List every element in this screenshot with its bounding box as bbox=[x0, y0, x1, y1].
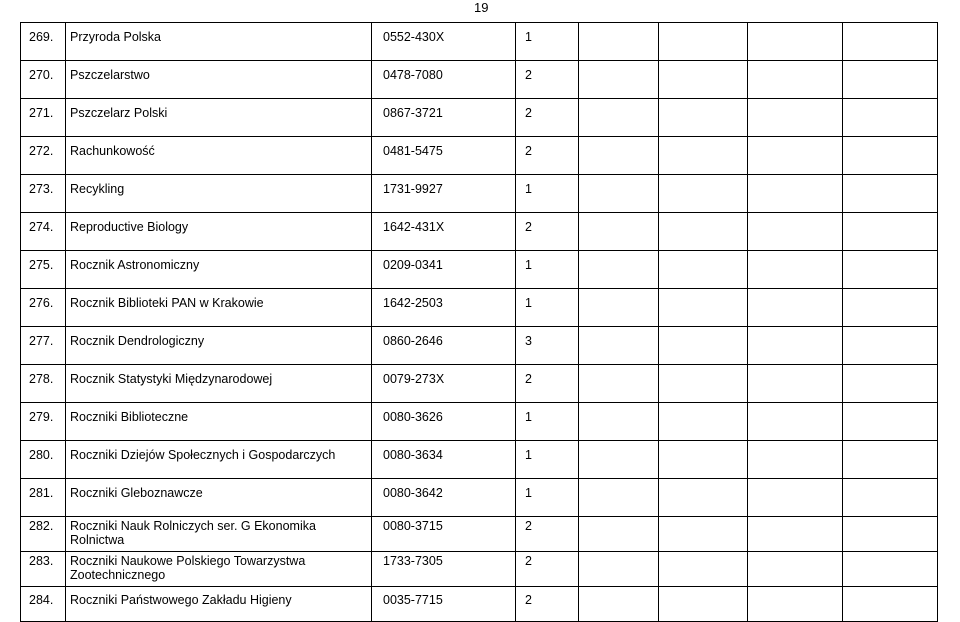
empty-cell bbox=[843, 552, 938, 587]
row-number: 277. bbox=[21, 327, 66, 365]
empty-cell bbox=[659, 403, 748, 441]
empty-cell bbox=[843, 365, 938, 403]
journal-title: Reproductive Biology bbox=[66, 213, 372, 251]
row-number: 269. bbox=[21, 23, 66, 61]
table-row bbox=[21, 327, 938, 365]
empty-cell bbox=[659, 327, 748, 365]
journal-title: Roczniki Gleboznawcze bbox=[66, 479, 372, 517]
row-number: 283. bbox=[21, 552, 66, 587]
row-number: 275. bbox=[21, 251, 66, 289]
empty-cell bbox=[843, 23, 938, 61]
table-row bbox=[21, 479, 938, 517]
journal-title: Przyroda Polska bbox=[66, 23, 372, 61]
issn-code: 1733-7305 bbox=[372, 552, 516, 587]
quantity: 1 bbox=[516, 23, 579, 61]
empty-cell bbox=[579, 251, 659, 289]
empty-cell bbox=[748, 23, 843, 61]
issn-code: 0080-3626 bbox=[372, 403, 516, 441]
empty-cell bbox=[579, 175, 659, 213]
empty-cell bbox=[748, 517, 843, 552]
table-row bbox=[21, 99, 938, 137]
issn-code: 0478-7080 bbox=[372, 61, 516, 99]
empty-cell bbox=[843, 61, 938, 99]
empty-cell bbox=[659, 137, 748, 175]
empty-cell bbox=[748, 479, 843, 517]
quantity: 2 bbox=[516, 61, 579, 99]
quantity: 1 bbox=[516, 251, 579, 289]
empty-cell bbox=[579, 327, 659, 365]
empty-cell bbox=[659, 479, 748, 517]
empty-cell bbox=[748, 327, 843, 365]
journal-title: Roczniki Dziejów Społecznych i Gospodarczych bbox=[66, 441, 372, 479]
table-row bbox=[21, 23, 938, 61]
empty-cell bbox=[748, 587, 843, 622]
journal-title: Rocznik Astronomiczny bbox=[66, 251, 372, 289]
empty-cell bbox=[579, 61, 659, 99]
empty-cell bbox=[659, 441, 748, 479]
empty-cell bbox=[748, 289, 843, 327]
row-number: 271. bbox=[21, 99, 66, 137]
issn-code: 0552-430X bbox=[372, 23, 516, 61]
empty-cell bbox=[748, 552, 843, 587]
empty-cell bbox=[843, 403, 938, 441]
journal-title: Roczniki Państwowego Zakładu Higieny bbox=[66, 587, 372, 622]
journal-title: Roczniki Naukowe Polskiego Towarzystwa Zootechnicznego bbox=[66, 552, 372, 587]
empty-cell bbox=[579, 365, 659, 403]
empty-cell bbox=[843, 99, 938, 137]
empty-cell bbox=[843, 251, 938, 289]
issn-code: 0867-3721 bbox=[372, 99, 516, 137]
empty-cell bbox=[659, 587, 748, 622]
row-number: 281. bbox=[21, 479, 66, 517]
table-row bbox=[21, 517, 938, 552]
journal-title: Rocznik Biblioteki PAN w Krakowie bbox=[66, 289, 372, 327]
quantity: 1 bbox=[516, 479, 579, 517]
journal-title: Recykling bbox=[66, 175, 372, 213]
empty-cell bbox=[843, 327, 938, 365]
journal-table bbox=[20, 22, 938, 622]
journal-title: Rachunkowość bbox=[66, 137, 372, 175]
journal-title: Roczniki Biblioteczne bbox=[66, 403, 372, 441]
table-row bbox=[21, 213, 938, 251]
empty-cell bbox=[579, 517, 659, 552]
journal-title: Roczniki Nauk Rolniczych ser. G Ekonomika Rolnictwa bbox=[66, 517, 372, 552]
empty-cell bbox=[843, 175, 938, 213]
empty-cell bbox=[659, 289, 748, 327]
empty-cell bbox=[659, 251, 748, 289]
quantity: 1 bbox=[516, 289, 579, 327]
empty-cell bbox=[659, 213, 748, 251]
empty-cell bbox=[579, 441, 659, 479]
row-number: 280. bbox=[21, 441, 66, 479]
empty-cell bbox=[843, 517, 938, 552]
quantity: 2 bbox=[516, 137, 579, 175]
journal-title: Rocznik Statystyki Międzynarodowej bbox=[66, 365, 372, 403]
empty-cell bbox=[659, 365, 748, 403]
empty-cell bbox=[579, 552, 659, 587]
empty-cell bbox=[748, 61, 843, 99]
row-number: 274. bbox=[21, 213, 66, 251]
empty-cell bbox=[843, 587, 938, 622]
table-row bbox=[21, 251, 938, 289]
quantity: 2 bbox=[516, 365, 579, 403]
issn-code: 1642-431X bbox=[372, 213, 516, 251]
journal-table-body bbox=[21, 23, 938, 622]
empty-cell bbox=[659, 175, 748, 213]
empty-cell bbox=[579, 479, 659, 517]
table-row bbox=[21, 175, 938, 213]
issn-code: 0209-0341 bbox=[372, 251, 516, 289]
empty-cell bbox=[843, 289, 938, 327]
empty-cell bbox=[748, 441, 843, 479]
empty-cell bbox=[579, 587, 659, 622]
empty-cell bbox=[579, 99, 659, 137]
empty-cell bbox=[579, 289, 659, 327]
table-row bbox=[21, 552, 938, 587]
empty-cell bbox=[748, 213, 843, 251]
issn-code: 0080-3642 bbox=[372, 479, 516, 517]
row-number: 279. bbox=[21, 403, 66, 441]
empty-cell bbox=[748, 175, 843, 213]
row-number: 270. bbox=[21, 61, 66, 99]
empty-cell bbox=[659, 61, 748, 99]
empty-cell bbox=[579, 23, 659, 61]
quantity: 1 bbox=[516, 441, 579, 479]
issn-code: 1731-9927 bbox=[372, 175, 516, 213]
quantity: 2 bbox=[516, 213, 579, 251]
table-row bbox=[21, 289, 938, 327]
row-number: 276. bbox=[21, 289, 66, 327]
row-number: 278. bbox=[21, 365, 66, 403]
issn-code: 0080-3634 bbox=[372, 441, 516, 479]
journal-title: Pszczelarstwo bbox=[66, 61, 372, 99]
row-number: 282. bbox=[21, 517, 66, 552]
quantity: 2 bbox=[516, 552, 579, 587]
empty-cell bbox=[843, 479, 938, 517]
empty-cell bbox=[659, 552, 748, 587]
issn-code: 0079-273X bbox=[372, 365, 516, 403]
empty-cell bbox=[748, 99, 843, 137]
empty-cell bbox=[659, 517, 748, 552]
empty-cell bbox=[579, 213, 659, 251]
quantity: 2 bbox=[516, 517, 579, 552]
table-row bbox=[21, 587, 938, 622]
page-number: 19 bbox=[474, 0, 489, 15]
empty-cell bbox=[659, 23, 748, 61]
empty-cell bbox=[748, 403, 843, 441]
row-number: 272. bbox=[21, 137, 66, 175]
table-row bbox=[21, 365, 938, 403]
empty-cell bbox=[843, 213, 938, 251]
issn-code: 0860-2646 bbox=[372, 327, 516, 365]
journal-title: Rocznik Dendrologiczny bbox=[66, 327, 372, 365]
empty-cell bbox=[579, 403, 659, 441]
empty-cell bbox=[579, 137, 659, 175]
quantity: 1 bbox=[516, 175, 579, 213]
empty-cell bbox=[843, 137, 938, 175]
issn-code: 0080-3715 bbox=[372, 517, 516, 552]
empty-cell bbox=[843, 441, 938, 479]
table-row bbox=[21, 137, 938, 175]
quantity: 2 bbox=[516, 587, 579, 622]
quantity: 3 bbox=[516, 327, 579, 365]
empty-cell bbox=[659, 99, 748, 137]
issn-code: 0035-7715 bbox=[372, 587, 516, 622]
quantity: 2 bbox=[516, 99, 579, 137]
issn-code: 0481-5475 bbox=[372, 137, 516, 175]
row-number: 284. bbox=[21, 587, 66, 622]
issn-code: 1642-2503 bbox=[372, 289, 516, 327]
row-number: 273. bbox=[21, 175, 66, 213]
empty-cell bbox=[748, 251, 843, 289]
empty-cell bbox=[748, 365, 843, 403]
empty-cell bbox=[748, 137, 843, 175]
table-row bbox=[21, 61, 938, 99]
table-row bbox=[21, 441, 938, 479]
table-row bbox=[21, 403, 938, 441]
quantity: 1 bbox=[516, 403, 579, 441]
journal-title: Pszczelarz Polski bbox=[66, 99, 372, 137]
